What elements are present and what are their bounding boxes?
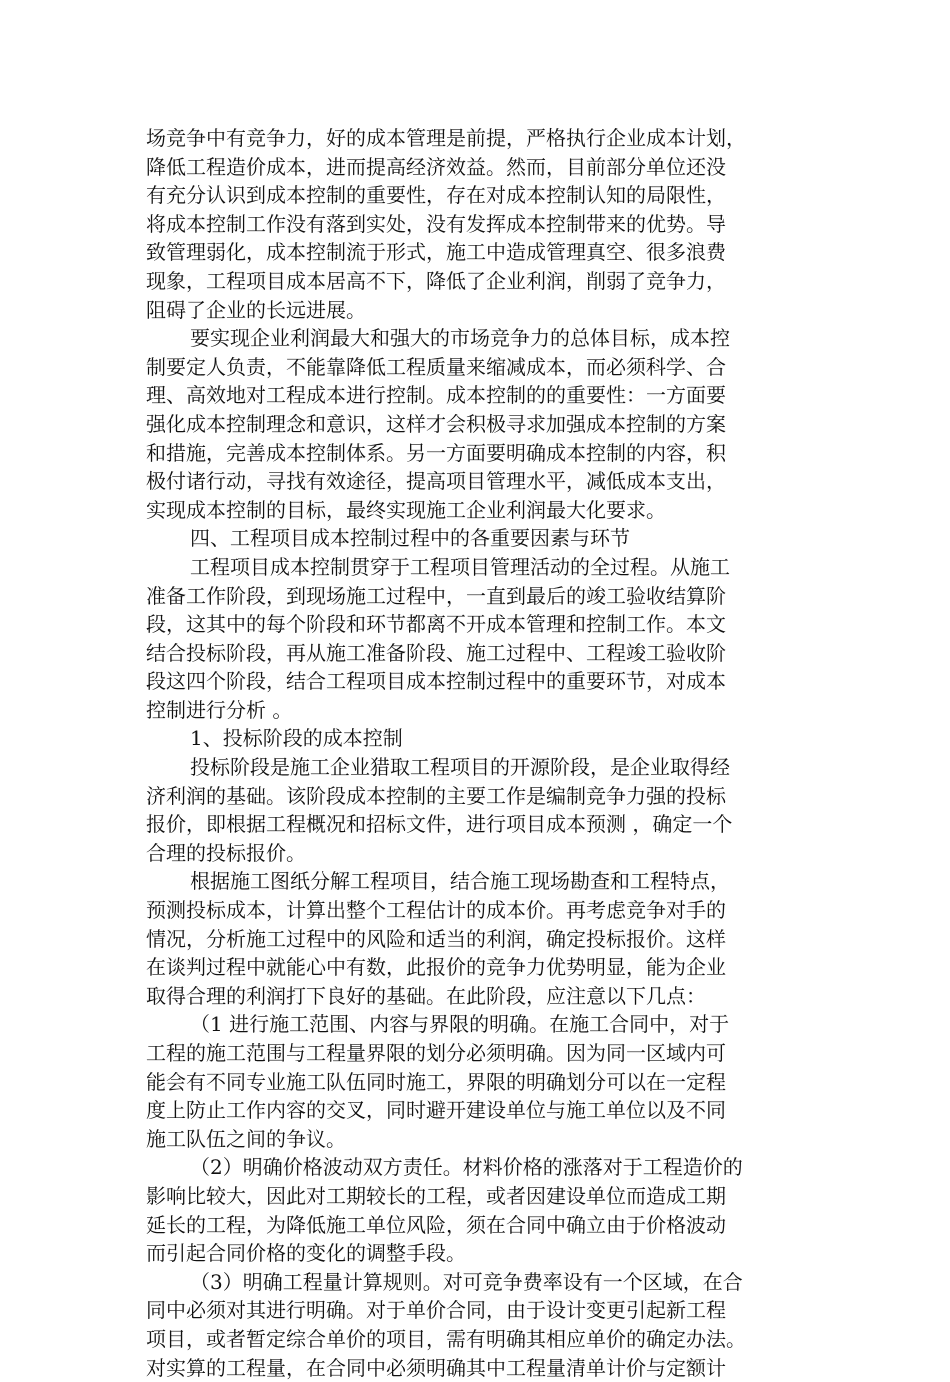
text-line: 预测投标成本，计算出整个工程估计的成本价。再考虑竞争对手的 (146, 898, 726, 923)
text-line: 在谈判过程中就能心中有数，此报价的竞争力优势明显，能为企业 (146, 955, 726, 980)
text-line: 降低工程造价成本，进而提高经济效益。然而，目前部分单位还没 (146, 154, 726, 179)
text-line: （3）明确工程量计算规则。对可竞争费率设有一个区域，在合 (190, 1269, 743, 1294)
text-line: 致管理弱化，成本控制流于形式，施工中造成管理真空、很多浪费 (146, 240, 726, 265)
text-line: 工程项目成本控制贯穿于工程项目管理活动的全过程。从施工 (190, 554, 730, 579)
text-line: （1 进行施工范围、内容与界限的明确。在施工合同中，对于 (190, 1012, 730, 1037)
text-line: 四、工程项目成本控制过程中的各重要因素与环节 (190, 526, 630, 551)
text-line: （2）明确价格波动双方责任。材料价格的涨落对于工程造价的 (190, 1155, 743, 1180)
text-line: 理、高效地对工程成本进行控制。成本控制的的重要性：一方面要 (146, 383, 726, 408)
text-line: 工程的施工范围与工程量界限的划分必须明确。因为同一区域内可 (146, 1041, 726, 1065)
text-line: 延长的工程，为降低施工单位风险，须在合同中确立由于价格波动 (146, 1212, 726, 1237)
text-line: 施工队伍之间的争议。 (146, 1126, 346, 1151)
text-line: 和措施，完善成本控制体系。另一方面要明确成本控制的内容，积 (146, 440, 726, 465)
text-line: 同中必须对其进行明确。对于单价合同，由于设计变更引起新工程 (146, 1298, 726, 1323)
text-line: 报价，即根据工程概况和招标文件，进行项目成本预测 ，确定一个 (146, 812, 733, 837)
text-line: 极付诸行动，寻找有效途径，提高项目管理水平，减低成本支出， (146, 469, 726, 494)
text-line: 度上防止工作内容的交叉，同时避开建设单位与施工单位以及不同 (146, 1098, 726, 1123)
text-line: 影响比较大，因此对工期较长的工程，或者因建设单位而造成工期 (146, 1183, 726, 1208)
text-line: 合理的投标报价。 (146, 840, 306, 865)
text-line: 要实现企业利润最大和强大的市场竞争力的总体目标，成本控 (190, 326, 730, 351)
text-line: 情况，分析施工过程中的风险和适当的利润，确定投标报价。这样 (146, 926, 726, 951)
text-line: 取得合理的利润打下良好的基础。在此阶段，应注意以下几点： (146, 983, 706, 1008)
text-line: 投标阶段是施工企业猎取工程项目的开源阶段，是企业取得经 (190, 755, 730, 780)
text-line: 现象，工程项目成本居高不下，降低了企业利润，削弱了竞争力， (146, 268, 726, 293)
text-line: 控制进行分析 。 (146, 697, 293, 722)
text-line: 强化成本控制理念和意识，这样才会积极寻求加强成本控制的方案 (146, 411, 726, 436)
text-line: 能会有不同专业施工队伍同时施工，界限的明确划分可以在一定程 (146, 1069, 726, 1094)
text-line: 阻碍了企业的长远进展。 (146, 297, 366, 322)
text-line: 段这四个阶段，结合工程项目成本控制过程中的重要环节，对成本 (146, 669, 726, 694)
text-line: 准备工作阶段，到现场施工过程中，一直到最后的竣工验收结算阶 (146, 583, 726, 608)
text-line: 对实算的工程量，在合同中必须明确其中工程量清单计价与定额计 (146, 1355, 726, 1380)
text-line: 项目，或者暂定综合单价的项目，需有明确其相应单价的确定办法。 (146, 1326, 746, 1351)
document-body-text (146, 124, 810, 1382)
text-line: 场竞争中有竞争力，好的成本管理是前提，严格执行企业成本计划， (146, 126, 746, 150)
text-line: 结合投标阶段，再从施工准备阶段、施工过程中、工程竣工验收阶 (146, 640, 726, 665)
text-line: 段，这其中的每个阶段和环节都离不开成本管理和控制工作。本文 (146, 612, 726, 637)
text-line: 而引起合同价格的变化的调整手段。 (146, 1241, 466, 1266)
text-line: 制要定人负责，不能靠降低工程质量来缩减成本，而必须科学、合 (146, 354, 726, 379)
text-line: 根据施工图纸分解工程项目，结合施工现场勘查和工程特点， (190, 869, 730, 894)
text-line: 实现成本控制的目标，最终实现施工企业利润最大化要求。 (146, 497, 666, 522)
text-line: 济利润的基础。该阶段成本控制的主要工作是编制竞争力强的投标 (146, 783, 726, 808)
text-line: 将成本控制工作没有落到实处，没有发挥成本控制带来的优势。导 (146, 211, 726, 236)
text-line: 有充分认识到成本控制的重要性，存在对成本控制认知的局限性， (146, 183, 726, 208)
text-line: 1、投标阶段的成本控制 (190, 726, 403, 751)
